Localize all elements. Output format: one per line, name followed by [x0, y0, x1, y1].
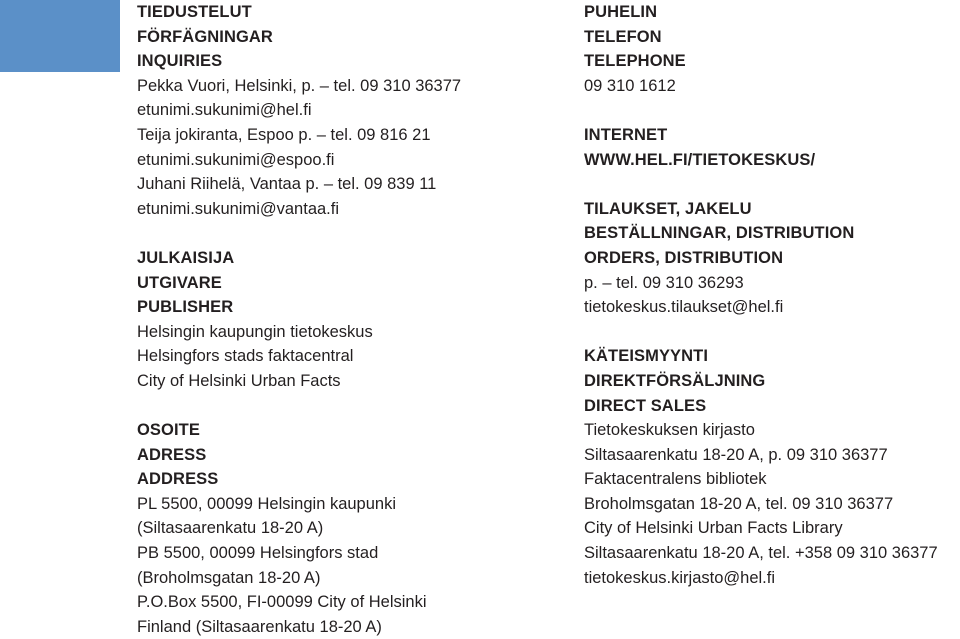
spacer [584, 172, 960, 197]
publisher-section [137, 246, 537, 394]
publisher-heading-en: PUBLISHER [137, 298, 234, 317]
sales-line: Broholmsgatan 18-20 A, tel. 09 310 36377 [584, 494, 894, 513]
contact-riihela-phone: Juhani Riihelä, Vantaa p. – tel. 09 839 11 [137, 175, 437, 194]
spacer [137, 394, 537, 419]
orders-email: tietokeskus.tilaukset@hel.fi [584, 298, 784, 317]
telephone-heading-en: TELEPHONE [584, 52, 686, 71]
left-column [137, 0, 537, 639]
publisher-heading-fi: JULKAISIJA [137, 248, 235, 267]
address-section [137, 418, 537, 639]
contact-vuori-phone: Pekka Vuori, Helsinki, p. – tel. 09 310 36377 [137, 76, 462, 95]
telephone-section [584, 0, 960, 98]
address-line: (Siltasaarenkatu 18-20 A) [137, 519, 324, 538]
spacer [584, 98, 960, 123]
address-heading-fi: OSOITE [137, 421, 200, 440]
address-heading-en: ADDRESS [137, 470, 219, 489]
contact-vuori-email: etunimi.sukunimi@hel.fi [137, 101, 312, 120]
sales-line: Tietokeskuksen kirjasto [584, 421, 755, 440]
spacer [584, 320, 960, 345]
orders-heading-fi: TILAUKSET, JAKELU [584, 199, 752, 218]
address-line: PL 5500, 00099 Helsingin kaupunki [137, 494, 396, 513]
publisher-name-sv: Helsingfors stads faktacentral [137, 347, 354, 366]
contact-riihela-email: etunimi.sukunimi@vantaa.fi [137, 199, 340, 218]
right-column [584, 0, 960, 590]
address-line: (Broholmsgatan 18-20 A) [137, 568, 321, 587]
inquiries-heading-fi: TIEDUSTELUT [137, 3, 252, 21]
sales-heading-sv: DIREKTFÖRSÄLJNING [584, 371, 766, 390]
inquiries-section [137, 0, 537, 221]
sales-line: Faktacentralens bibliotek [584, 470, 767, 489]
telephone-heading-fi: PUHELIN [584, 3, 658, 21]
orders-heading-sv: BESTÄLLNINGAR, DISTRIBUTION [584, 224, 855, 243]
internet-heading: INTERNET [584, 125, 668, 144]
address-heading-sv: ADRESS [137, 445, 207, 464]
spacer [137, 221, 537, 246]
address-line: PB 5500, 00099 Helsingfors stad [137, 544, 379, 563]
publisher-name-en: City of Helsinki Urban Facts [137, 371, 341, 390]
sales-line: Siltasaarenkatu 18-20 A, tel. +358 09 310 36377 [584, 544, 938, 563]
sales-line: Siltasaarenkatu 18-20 A, p. 09 310 36377 [584, 445, 888, 464]
sales-line: City of Helsinki Urban Facts Library [584, 519, 843, 538]
sales-heading-fi: KÄTEISMYYNTI [584, 347, 709, 366]
publisher-heading-sv: UTGIVARE [137, 273, 222, 292]
address-line: P.O.Box 5500, FI-00099 City of Helsinki [137, 593, 427, 612]
telephone-number: 09 310 1612 [584, 76, 676, 95]
internet-section [584, 123, 960, 172]
inquiries-heading-en: INQUIRIES [137, 52, 223, 71]
address-line: Finland (Siltasaarenkatu 18-20 A) [137, 617, 382, 636]
sales-heading-en: DIRECT SALES [584, 396, 707, 415]
telephone-heading-sv: TELEFON [584, 27, 662, 46]
publisher-name-fi: Helsingin kaupungin tietokeskus [137, 322, 373, 341]
website-link[interactable]: WWW.HEL.FI/TIETOKESKUS/ [584, 150, 816, 169]
sales-email: tietokeskus.kirjasto@hel.fi [584, 568, 775, 587]
blue-corner-block [0, 0, 120, 72]
orders-phone: p. – tel. 09 310 36293 [584, 273, 744, 292]
sales-section [584, 344, 960, 590]
orders-section [584, 197, 960, 320]
inquiries-heading-sv: FÖRFÄGNINGAR [137, 27, 273, 46]
contact-jokiranta-phone: Teija jokiranta, Espoo p. – tel. 09 816 21 [137, 125, 431, 144]
orders-heading-en: ORDERS, DISTRIBUTION [584, 248, 784, 267]
contact-jokiranta-email: etunimi.sukunimi@espoo.fi [137, 150, 335, 169]
